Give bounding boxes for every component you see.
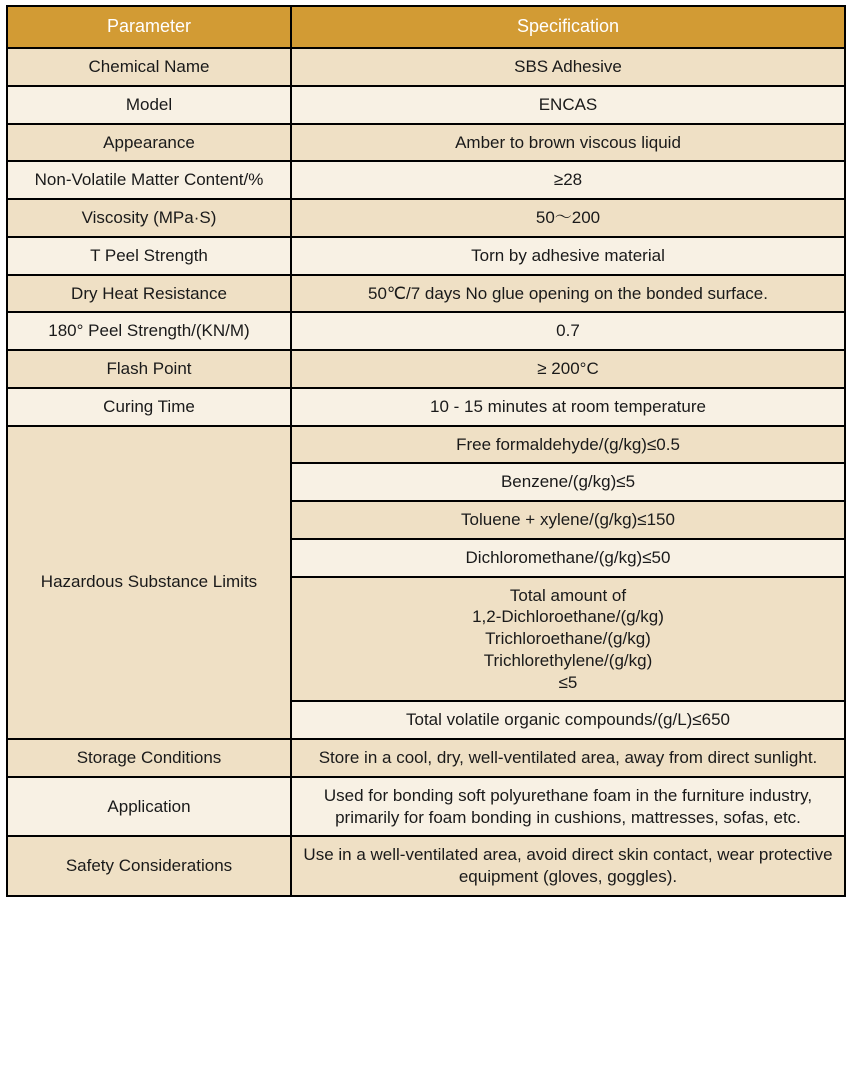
table-row <box>7 161 845 199</box>
table-row <box>7 739 845 777</box>
column-header-specification: Specification <box>291 6 845 48</box>
specification-180-peel-strength: 0.7 <box>291 312 845 350</box>
column-header-parameter: Parameter <box>7 6 291 48</box>
table-header <box>7 6 845 48</box>
table-row <box>7 350 845 388</box>
table-row <box>7 199 845 237</box>
specification-chemical-name: SBS Adhesive <box>291 48 845 86</box>
specification-application: Used for bonding soft polyurethane foam in the furniture industry, primarily for foam bonding in cushions, mattresses, sofas, etc. <box>291 777 845 837</box>
specification-viscosity: 50〜200 <box>291 199 845 237</box>
parameter-t-peel-strength: T Peel Strength <box>7 237 291 275</box>
parameter-hazardous-substance-limits: Hazardous Substance Limits <box>7 426 291 740</box>
specification-dichloromethane: Dichloromethane/(g/kg)≤50 <box>291 539 845 577</box>
table-row <box>7 48 845 86</box>
table-row <box>7 237 845 275</box>
specification-benzene: Benzene/(g/kg)≤5 <box>291 463 845 501</box>
table-row <box>7 426 845 464</box>
specification-safety-considerations: Use in a well-ventilated area, avoid direct skin contact, wear protective equipment (gloves, goggles). <box>291 836 845 896</box>
specification-total-amount-chlorinated <box>291 577 845 702</box>
parameter-flash-point: Flash Point <box>7 350 291 388</box>
specification-non-volatile-matter-content: ≥28 <box>291 161 845 199</box>
table-row <box>7 836 845 896</box>
table-row <box>7 777 845 837</box>
table-row <box>7 124 845 162</box>
parameter-safety-considerations: Safety Considerations <box>7 836 291 896</box>
specification-appearance: Amber to brown viscous liquid <box>291 124 845 162</box>
parameter-dry-heat-resistance: Dry Heat Resistance <box>7 275 291 313</box>
parameter-appearance: Appearance <box>7 124 291 162</box>
table-row <box>7 388 845 426</box>
parameter-model: Model <box>7 86 291 124</box>
parameter-curing-time: Curing Time <box>7 388 291 426</box>
specification-model: ENCAS <box>291 86 845 124</box>
parameter-chemical-name: Chemical Name <box>7 48 291 86</box>
table-row <box>7 86 845 124</box>
total-amount-line-5: ≤5 <box>558 672 578 692</box>
table-row <box>7 312 845 350</box>
specification-t-peel-strength: Torn by adhesive material <box>291 237 845 275</box>
table-row <box>7 275 845 313</box>
product-specification-table <box>6 5 846 897</box>
total-amount-line-2: 1,2-Dichloroethane/(g/kg) <box>472 607 664 627</box>
parameter-180-peel-strength: 180° Peel Strength/(KN/M) <box>7 312 291 350</box>
parameter-non-volatile-matter-content: Non-Volatile Matter Content/% <box>7 161 291 199</box>
specification-toluene-xylene: Toluene + xylene/(g/kg)≤150 <box>291 501 845 539</box>
specification-flash-point: ≥ 200°C <box>291 350 845 388</box>
total-amount-line-1: Total amount of <box>509 585 627 605</box>
specification-free-formaldehyde: Free formaldehyde/(g/kg)≤0.5 <box>291 426 845 464</box>
parameter-storage-conditions: Storage Conditions <box>7 739 291 777</box>
specification-dry-heat-resistance: 50℃/7 days No glue opening on the bonded surface. <box>291 275 845 313</box>
parameter-viscosity: Viscosity (MPa·S) <box>7 199 291 237</box>
header-row <box>7 6 845 48</box>
total-amount-line-3: Trichloroethane/(g/kg) <box>485 629 651 648</box>
specification-curing-time: 10 - 15 minutes at room temperature <box>291 388 845 426</box>
table-body <box>7 48 845 896</box>
total-amount-line-4: Trichlorethylene/(g/kg) <box>483 650 653 670</box>
specification-total-voc: Total volatile organic compounds/(g/L)≤650 <box>291 701 845 739</box>
parameter-application: Application <box>7 777 291 837</box>
specification-storage-conditions: Store in a cool, dry, well-ventilated area, away from direct sunlight. <box>291 739 845 777</box>
